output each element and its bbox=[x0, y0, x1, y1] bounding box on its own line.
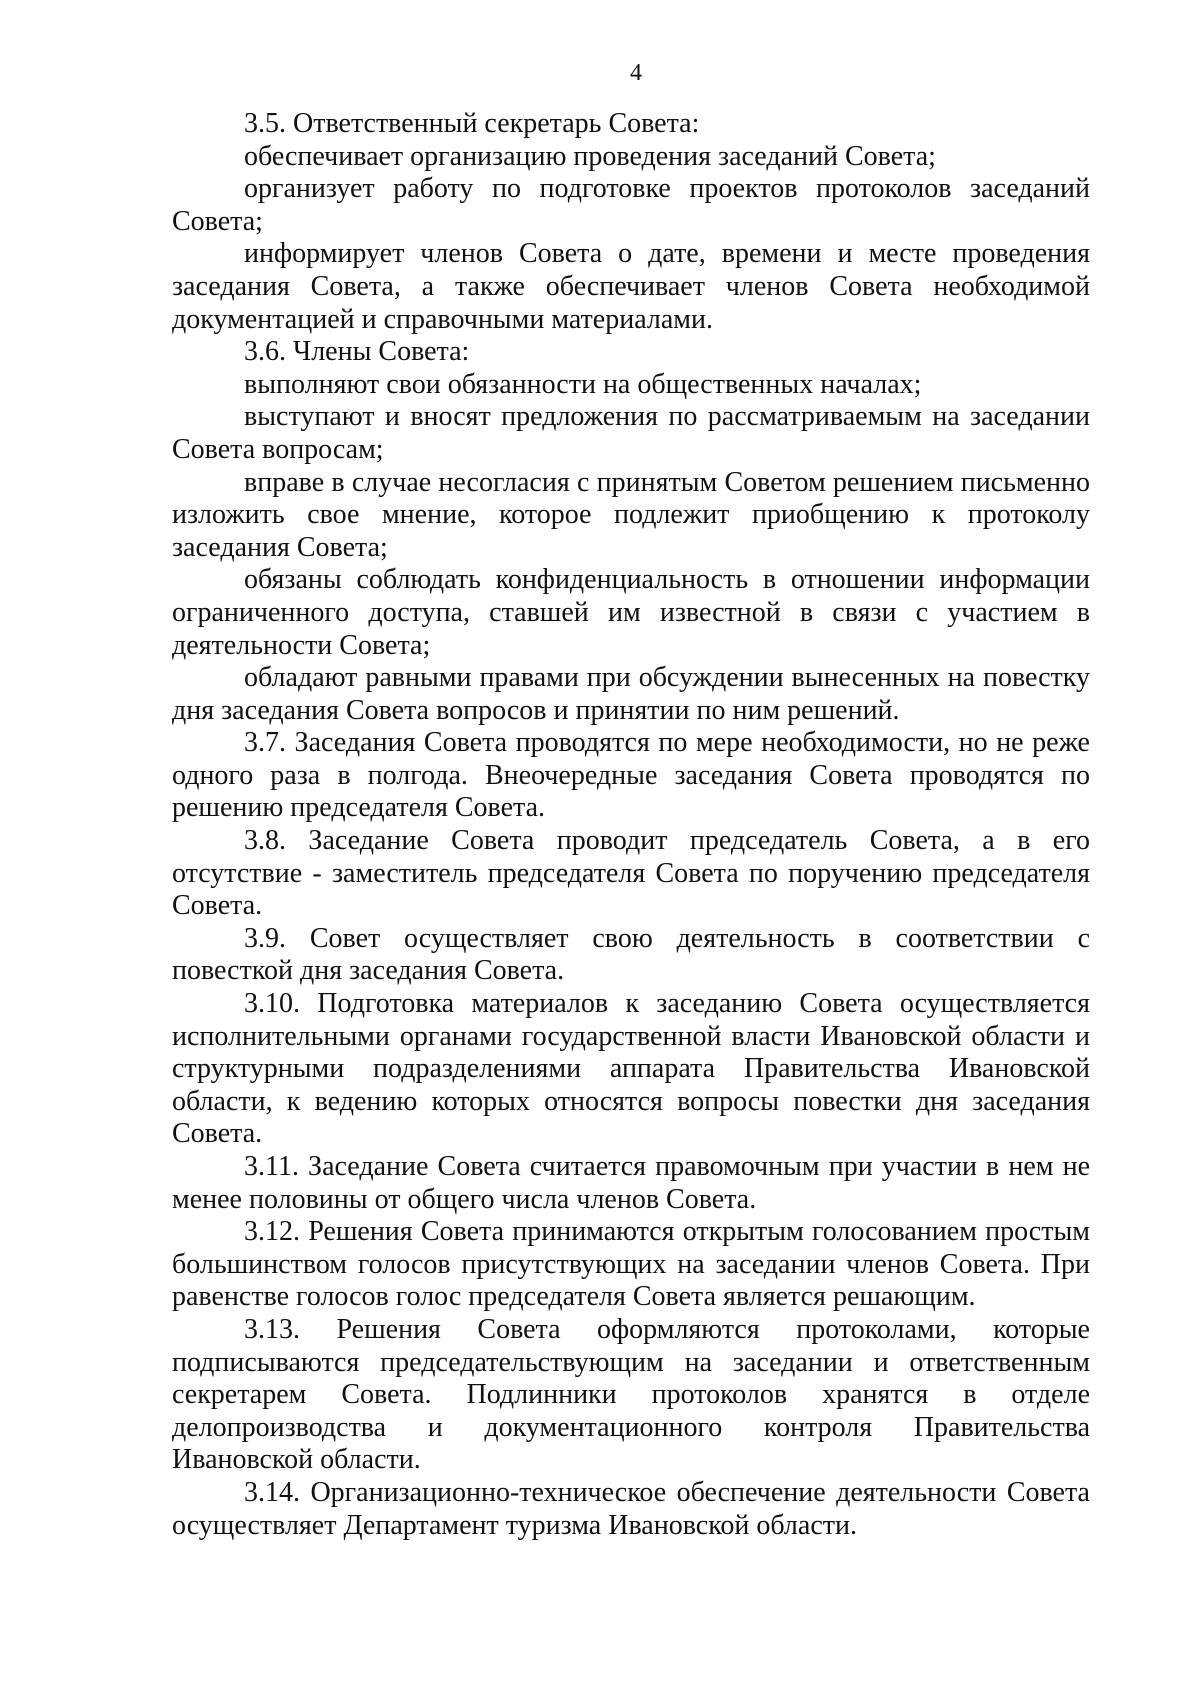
paragraph-secretary-duty-3: информирует членов Совета о дате, времени и месте проведения заседания Совета, а также обеспечивает членов Совета необходимой документацией и справочными материалами. bbox=[172, 238, 1090, 335]
page-number: 4 bbox=[630, 60, 642, 86]
paragraph-3-11: 3.11. Заседание Совета считается правомочным при участии в нем не менее половины от общего числа членов Совета. bbox=[172, 1151, 1090, 1215]
paragraph-3-12: 3.12. Решения Совета принимаются открытым голосованием простым большинством голосов присутствующих на заседании членов Совета. При равенстве голосов голос председателя Совета является решающим. bbox=[172, 1216, 1090, 1313]
paragraph-3-7: 3.7. Заседания Совета проводятся по мере необходимости, но не реже одного раза в полгода. Внеочередные заседания Совета проводятся по решению председателя Совета. bbox=[172, 727, 1090, 824]
paragraph-member-duty-3: вправе в случае несогласия с принятым Советом решением письменно изложить свое мнение, которое подлежит приобщению к протоколу заседания Совета; bbox=[172, 466, 1090, 563]
paragraph-member-duty-4: обязаны соблюдать конфиденциальность в отношении информации ограниченного доступа, ставшей им известной в связи с участием в деятельности Совета; bbox=[172, 564, 1090, 661]
paragraph-member-duty-2: выступают и вносят предложения по рассматриваемым на заседании Совета вопросам; bbox=[172, 401, 1090, 465]
paragraph-3-9: 3.9. Совет осуществляет свою деятельность в соответствии с повесткой дня заседания Совета. bbox=[172, 922, 1090, 987]
paragraph-member-duty-1: выполняют свои обязанности на общественных началах; bbox=[244, 368, 922, 400]
paragraph-3-6-heading: 3.6. Члены Совета: bbox=[244, 336, 470, 368]
paragraph-3-14: 3.14. Организационно-техническое обеспечение деятельности Совета осуществляет Департамент туризма Ивановской области. bbox=[172, 1476, 1090, 1541]
document-body bbox=[172, 108, 1090, 1542]
paragraph-3-10: 3.10. Подготовка материалов к заседанию Совета осуществляется исполнительными органами государственной власти Ивановской области и структурными подразделениями аппарата Правительства Ивановской области, к ведению которых относятся вопросы повестки дня заседания Совета. bbox=[172, 988, 1090, 1150]
paragraph-secretary-duty-1: обеспечивает организацию проведения заседаний Совета; bbox=[244, 140, 936, 172]
paragraph-3-8: 3.8. Заседание Совета проводит председатель Совета, а в его отсутствие - заместитель председателя Совета по поручению председателя Совета. bbox=[172, 825, 1090, 922]
paragraph-3-5-heading: 3.5. Ответственный секретарь Совета: bbox=[244, 108, 700, 139]
paragraph-secretary-duty-2: организует работу по подготовке проектов протоколов заседаний Совета; bbox=[172, 173, 1090, 237]
paragraph-member-duty-5: обладают равными правами при обсуждении вынесенных на повестку дня заседания Совета вопросов и принятии по ним решений. bbox=[172, 662, 1090, 726]
paragraph-3-13: 3.13. Решения Совета оформляются протоколами, которые подписываются председательствующим на заседании и ответственным секретарем Совета. Подлинники протоколов хранятся в отделе делопроизводства и документационного контроля Правительства Ивановской области. bbox=[172, 1313, 1090, 1476]
